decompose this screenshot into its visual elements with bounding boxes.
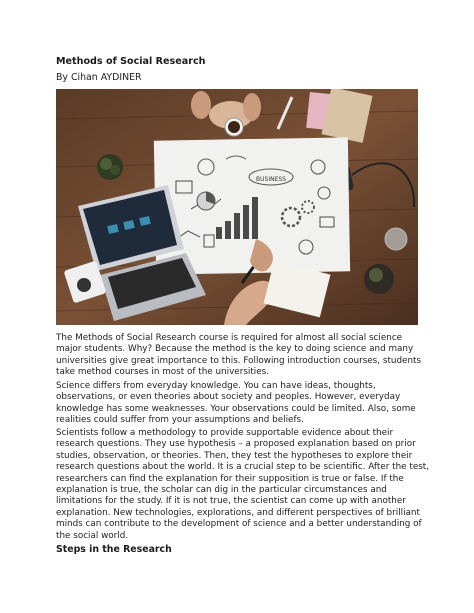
text-line: observations, or even theories about society and peoples. However, everyday	[56, 392, 401, 403]
text-line: Science differs from everyday knowledge. You can have ideas, thoughts,	[56, 381, 376, 391]
paragraph-1	[56, 333, 421, 379]
text-line: minds can contribute to the development of science and a better understanding of	[56, 519, 422, 530]
author-byline: By Cihan AYDINER	[56, 72, 142, 83]
paragraph-3	[56, 428, 430, 542]
text-line: research questions about the world. It is a crucial step to be scientific. After the test,	[56, 462, 430, 473]
section-heading: Steps in the Research	[56, 544, 172, 555]
text-line: universities give great importance to this. Following introduction courses, students	[56, 355, 422, 366]
text-line: take method courses in most of the universities.	[56, 367, 270, 378]
text-line: major students. Why? Because the method is the key to doing science and many	[56, 344, 414, 355]
text-line: Scientists follow a methodology to provide supportable evidence about their	[56, 428, 394, 438]
text-line: realities could suffer from your assumptions and beliefs.	[56, 415, 304, 426]
potted-plant	[364, 264, 394, 294]
business-sketch-label: BUSINESS	[256, 176, 286, 183]
text-line: limitations for the study. If it is not true, the scientist can come up with another	[56, 496, 406, 507]
text-line: The Methods of Social Research course is required for almost all social science	[56, 333, 403, 343]
text-line: knowledge has some weaknesses. Your observations could be limited. Also, some	[56, 403, 416, 414]
paragraph-2	[56, 381, 421, 427]
text-line: studies, observation, or theories. Then, they test the hypotheses to explore their	[56, 450, 413, 461]
text-line: explanation. New technologies, explorations, and different perspectives of brilliant	[56, 507, 420, 518]
water-glass	[385, 228, 407, 250]
document-title: Methods of Social Research	[56, 56, 206, 67]
text-line: research questions. They use hypothesis – a proposed explanation based on prior	[56, 439, 416, 450]
succulent-plant	[97, 154, 123, 180]
text-line: the social world.	[56, 530, 129, 541]
text-line: researchers can find the explanation for their supposition is true or false. If the	[56, 473, 404, 484]
text-line: explanation is true, the scholar can dig in the particular circumstances and	[56, 485, 387, 496]
desk-photo	[56, 89, 418, 325]
